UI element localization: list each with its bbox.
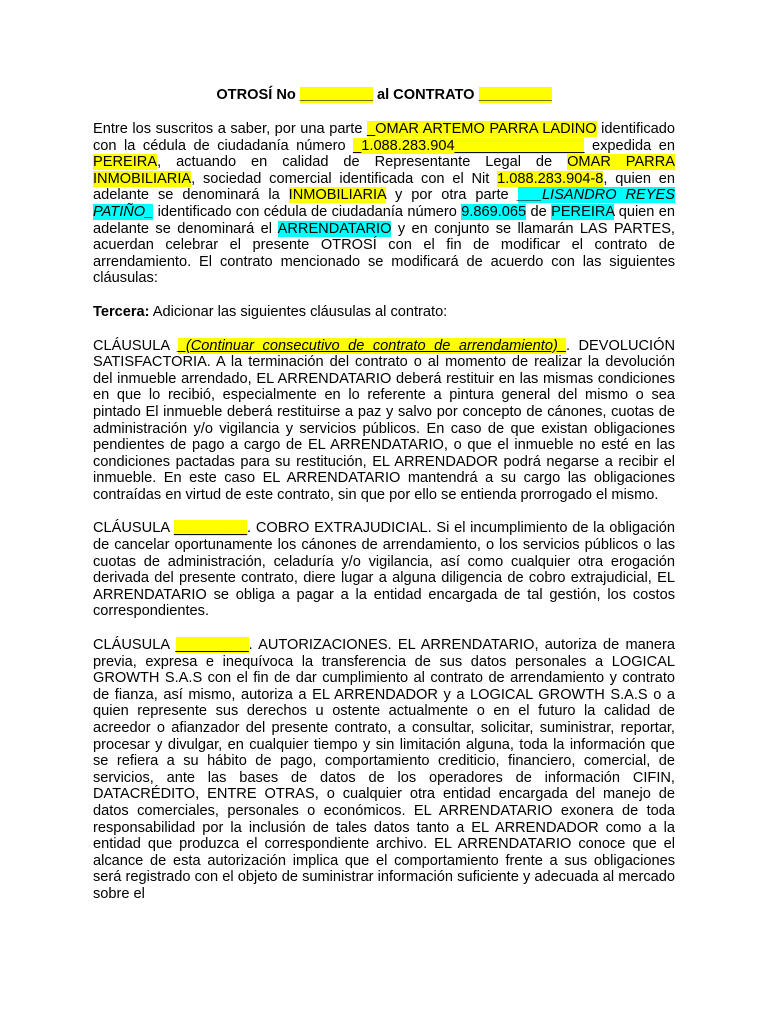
- tercera-paragraph: [93, 304, 675, 321]
- clause-cobro-extrajudicial: [93, 520, 675, 620]
- document-title: [93, 87, 675, 104]
- title-middle: al CONTRATO: [372, 87, 479, 103]
- intro-text: expedida en: [584, 137, 675, 154]
- intro-text: quien en adelante se denominará el: [93, 203, 675, 237]
- clause-label: CLÁUSULA: [93, 337, 178, 354]
- owner-city: PEREIRA: [93, 154, 158, 171]
- tenant-name: ___LISANDRO REYES PATIÑO_: [93, 187, 675, 220]
- intro-text: , actuando en calidad de Representante Legal de: [157, 154, 568, 171]
- clause-text: . AUTORIZACIONES. EL ARRENDATARIO, autoriza de manera previa, expresa e inequívoca la transferencia de sus datos personales a LOGICAL GROWTH S.A.S con el fin de dar cumplimiento al contrato de arrendamiento y contrato de fianza, así mismo, autoriza a EL ARRENDADOR y a LOGICAL GROWTH S.A.S o a quien represente sus derechos u ostente actualmente o en el futuro la calidad de acreedor o afianzador del presente contrato, a consultar, solicitar, suministrar, reportar, procesar y divulgar, en cualquier tiempo y sin limitación alguna, toda la información que se refiera a su hábito de pago, comportamiento crediticio, financiero, comercial, de servicios, ante las bases de datos de los operadores de información CIFIN, DATACRÉDITO, ENTRE OTRAS, o cualquier otra entidad encargada del manejo de datos comerciales, personales o económicos. EL ARRENDATARIO exonera de toda responsabilidad por la inclusión de tales datos tanto a EL ARRENDADOR como a la entidad que produzca el correspondiente archivo. EL ARRENDATARIO conoce que el alcance de esta autorización implica que el comportamiento frente a sus obligaciones será registrado con el objeto de suministrar información suficiente y adecuada al mercado sobre el: [93, 637, 675, 902]
- intro-text: y por otra parte: [386, 187, 518, 204]
- tenant-city: PEREIRA: [551, 203, 615, 220]
- intro-text: y en conjunto se llamarán LAS PARTES, acuerdan celebrar el presente OTROSÍ con el fin de modificar el contrato de arrendamiento. El contrato mencionado se modificará de acuerdo con las siguientes cláusulas:: [93, 220, 675, 287]
- tenant-id-number: 9.869.065: [461, 203, 527, 220]
- title-prefix: OTROSÍ No: [216, 87, 300, 103]
- intro-paragraph: [93, 121, 675, 287]
- title-contract-blank: _________: [478, 87, 552, 103]
- clause-number-blank: _________: [175, 637, 249, 654]
- arrendatario-term: ARRENDATARIO: [277, 220, 392, 237]
- clause-number-placeholder: _(Continuar consecutivo de contrato de arrendamiento)_: [177, 337, 566, 354]
- owner-id-number: _1.088.283.904________________: [353, 137, 585, 154]
- title-number-blank: _________: [299, 87, 373, 103]
- clause-autorizaciones: [93, 637, 675, 903]
- clause-text: . COBRO EXTRAJUDICIAL. Si el incumplimiento de la obligación de cancelar oportunamente los cánones de arrendamiento, o los servicios públicos o las cuotas de administración, celaduría y/o vigilancia, así como cualquier otra erogación derivada del presente contrato, diere lugar a alguna diligencia de cobro extrajudicial, EL ARRENDATARIO se obliga a pagar a la entidad encargada de tal gestión, los costos correspondientes.: [93, 520, 675, 620]
- clause-devolucion: [93, 338, 675, 504]
- intro-text: identificado con cédula de ciudadanía número: [153, 203, 462, 220]
- intro-text: , quien en adelante se denominará la: [93, 170, 675, 204]
- clause-label: CLÁUSULA: [93, 637, 176, 654]
- intro-text: , sociedad comercial identificada con el Nit: [191, 170, 498, 187]
- clause-text: . DEVOLUCIÓN SATISFACTORIA. A la terminación del contrato o al momento de realizar la devolución del inmueble arrendado, EL ARRENDATARIO deberá restituir en las mismas condiciones en que lo recibió, especialmente en lo referente a pintura general del mismo o sea pintado El inmueble deberá restituirse a paz y salvo por concepto de cánones, cuotas de administración y/o vigilancia y servicios públicos. En caso de que existan obligaciones pendientes de pago a cargo de EL ARRENDATARIO, o que el inmueble no esté en las condiciones pactadas para su restitución, EL ARRENDADOR podrá negarse a recibir el inmueble. En este caso EL ARRENDATARIO mantendrá a su cargo las obligaciones contraídas en virtud de este contrato, sin que por ello se entienda prorrogado el mismo.: [93, 337, 676, 503]
- company-nit: 1.088.283.904-8: [497, 170, 604, 187]
- intro-text: identificado con la cédula de ciudadanía número: [93, 121, 675, 154]
- intro-text: Entre los suscritos a saber, por una parte: [93, 121, 368, 137]
- tercera-text: Adicionar las siguientes cláusulas al contrato:: [149, 303, 448, 320]
- inmobiliaria-term: INMOBILIARIA: [288, 187, 386, 204]
- owner-name: _OMAR ARTEMO PARRA LADINO: [367, 121, 597, 137]
- intro-text: de: [526, 203, 552, 220]
- tercera-label: Tercera:: [93, 303, 150, 320]
- company-name: OMAR PARRA INMOBILIARIA: [93, 154, 675, 187]
- clause-label: CLÁUSULA: [93, 520, 174, 537]
- clause-number-blank: _________: [173, 520, 248, 537]
